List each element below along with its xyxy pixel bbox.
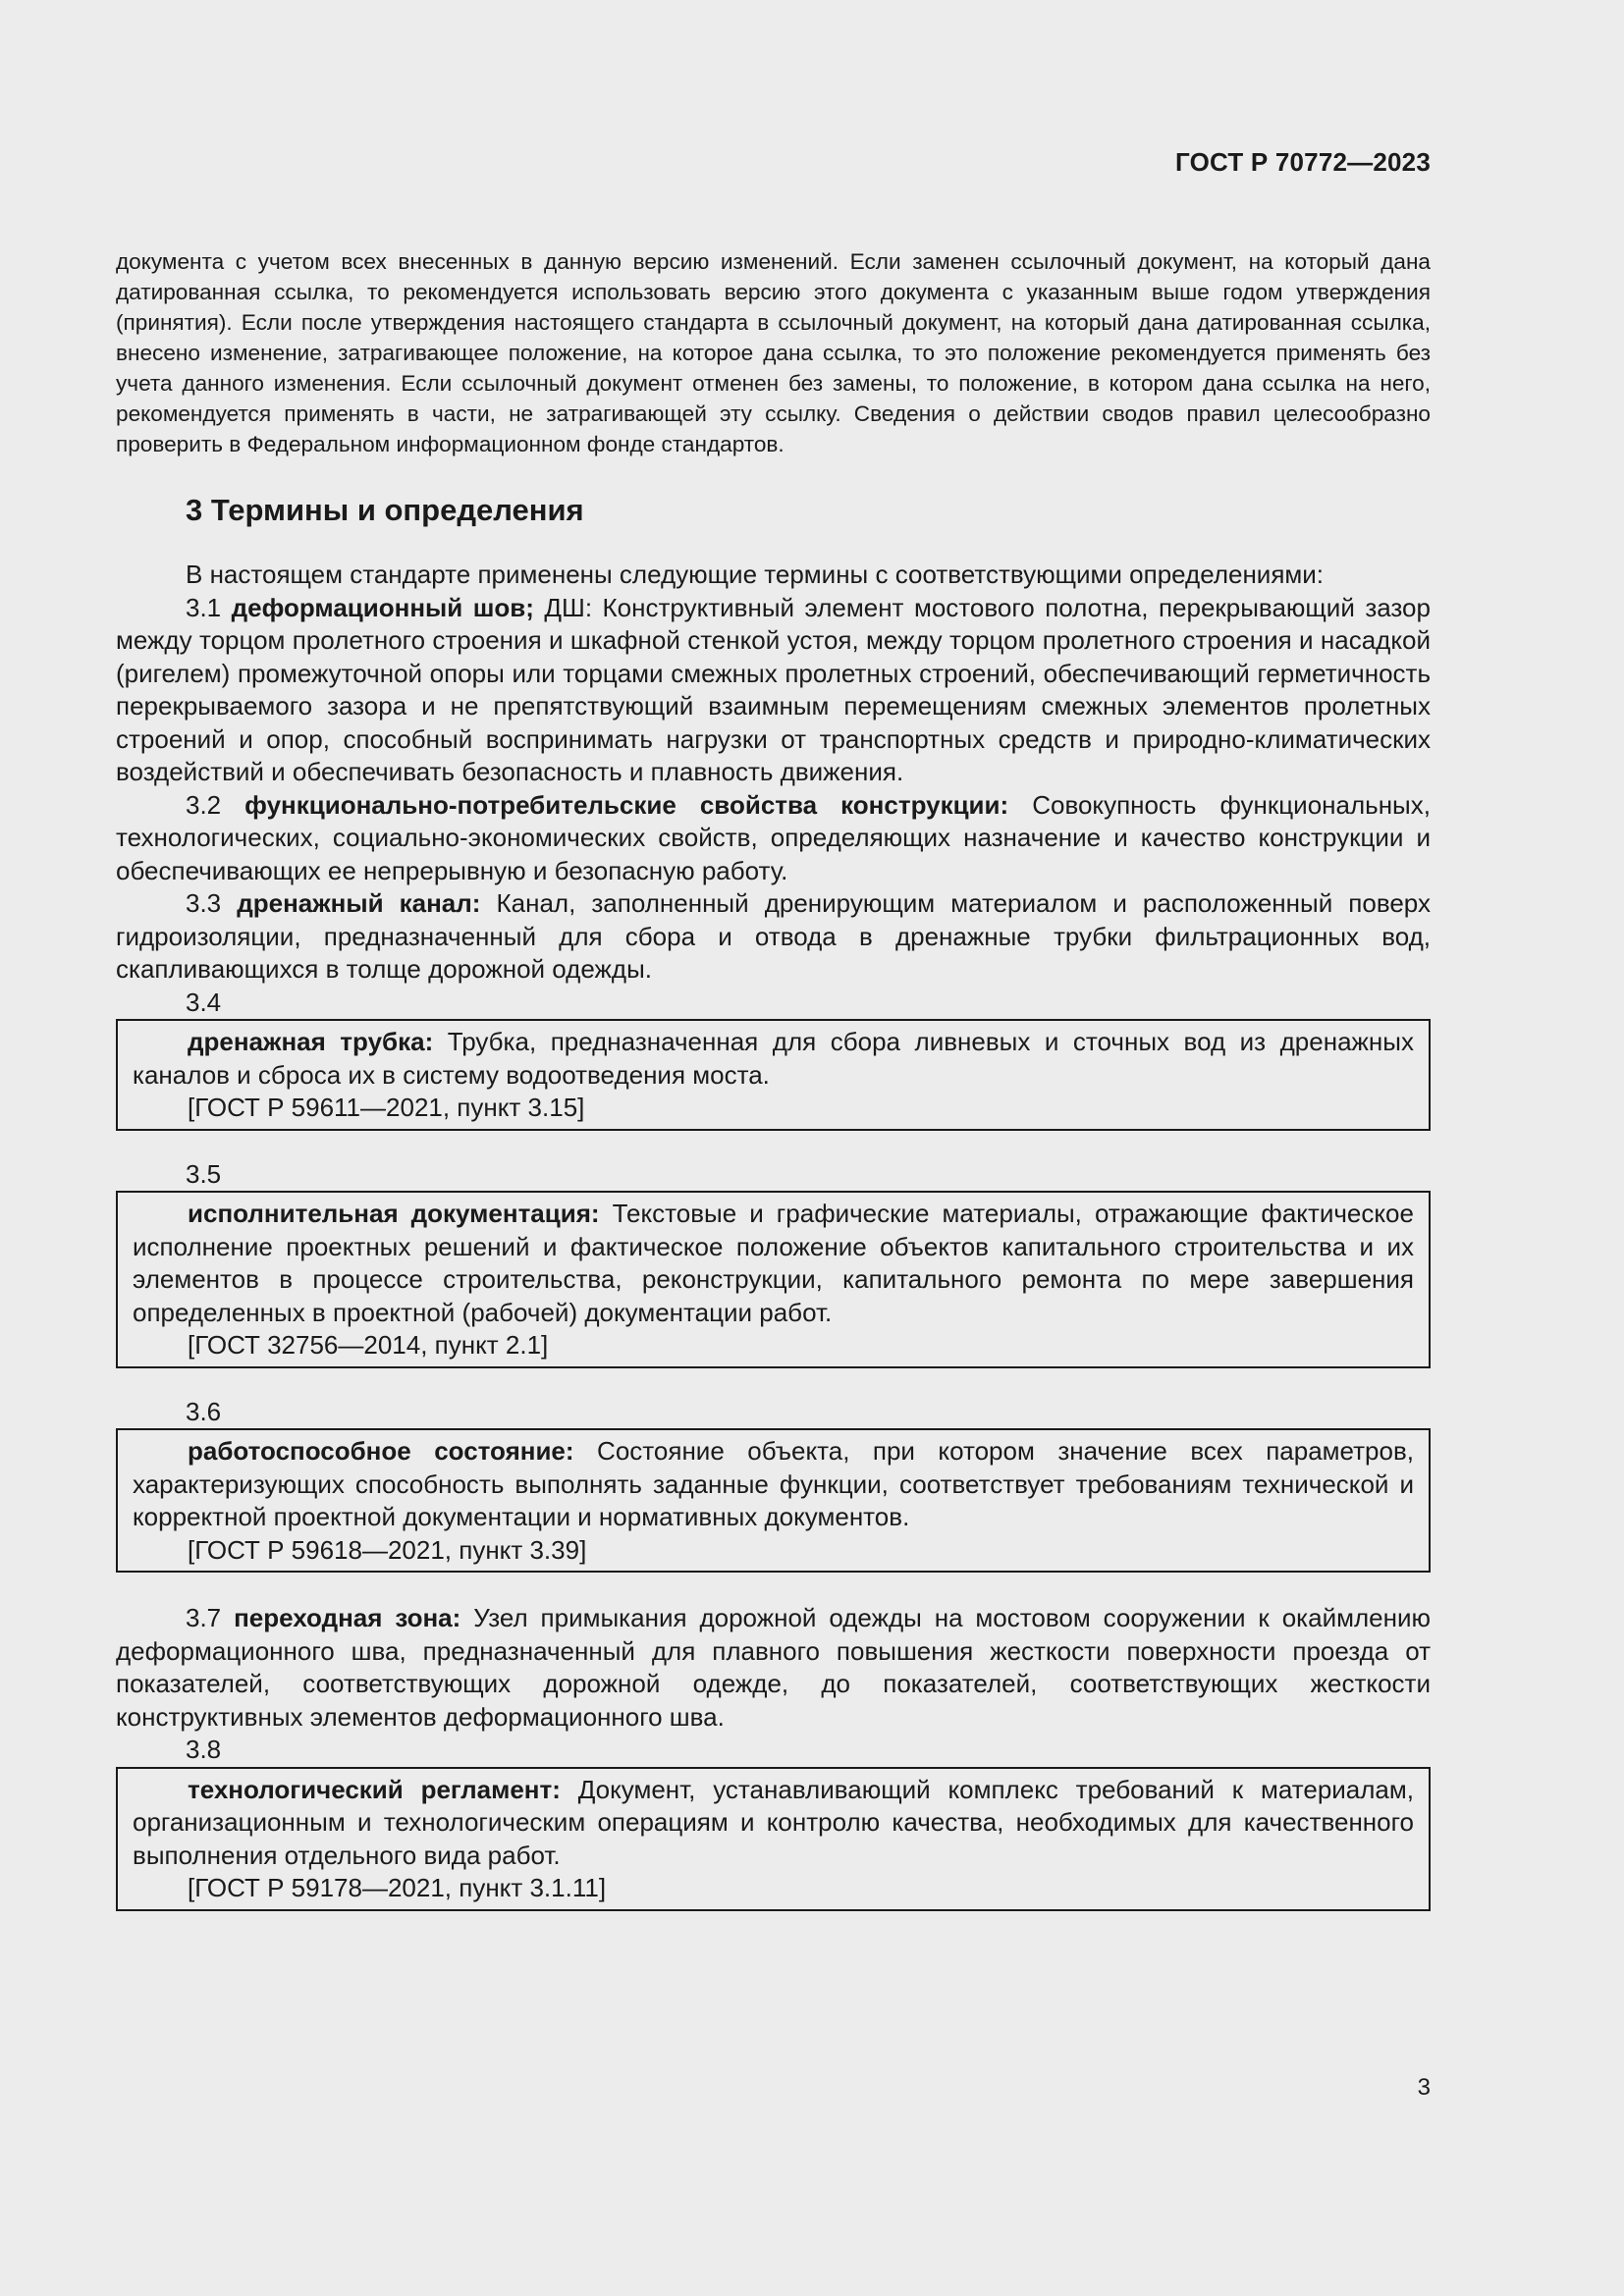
term-3-6-box <box>116 1428 1431 1573</box>
term-source: [ГОСТ Р 59178—2021, пункт 3.1.11] <box>188 1873 607 1902</box>
term-3-1 <box>116 592 1431 789</box>
term-definition: Узел примыкания дорожной одежды на мостовом сооружении к окаймлению деформационного шва, предназначенный для плавного повышения жесткости поверхности проезда от показателей, соответствующих дорожной одежде, до показателей, соответствующих жесткости конструктивных элементов деформационного шва. <box>116 1603 1431 1732</box>
term-name: дренажная трубка: <box>188 1027 434 1056</box>
term-name: функционально-потребительские свойства конструкции: <box>244 789 1009 820</box>
term-number: 3.7 <box>186 1603 222 1632</box>
intro-paragraph: документа с учетом всех внесенных в данную версию изменений. Если заменен ссылочный документ, на который дана датированная ссылка, то рекомендуется использовать версию этого документа с указанным выше годом утверждения (принятия). Если после утверждения настоящего стандарта в ссылочный документ, на который дана датированная ссылка, внесено изменение, затрагивающее положение, на которое дана ссылка, то это положение рекомендуется применять без учета данного изменения. Если ссылочный документ отменен без замены, то положение, в котором дана ссылка на него, рекомендуется применять в части, не затрагивающей эту ссылку. Сведения о действии сводов правил целесообразно проверить в Федеральном информационном фонде стандартов. <box>116 248 1431 456</box>
section-title: 3 Термины и определения <box>186 493 584 527</box>
term-definition: Документ, устанавливающий комплекс требований к материалам, организационным и технологическим операциям и контролю качества, необходимых для качественного выполнения отдельного вида работ. <box>133 1774 1414 1870</box>
term-name: исполнительная документация: <box>188 1199 600 1228</box>
term-name: деформационный шов; <box>231 592 534 622</box>
term-3-7 <box>116 1602 1431 1734</box>
term-definition: Текстовые и графические материалы, отражающие фактическое исполнение проектных решений и фактическое положение объектов капитального строительства и их элементов в процессе строительства, реконструкции, капитального ремонта по мере завершения определенных в проектной (рабочей) документации работ. <box>133 1199 1414 1327</box>
term-number: 3.3 <box>186 888 222 918</box>
term-3-5 <box>133 1198 1414 1329</box>
term-number: 3.6 <box>186 1396 222 1426</box>
term-3-4 <box>133 1026 1414 1092</box>
term-3-4-box <box>116 1019 1431 1131</box>
term-3-3 <box>116 887 1431 987</box>
term-number: 3.1 <box>186 592 222 622</box>
term-source: [ГОСТ 32756—2014, пункт 2.1] <box>188 1330 549 1360</box>
term-name: технологический регламент: <box>188 1774 561 1804</box>
section-lead: В настоящем стандарте применены следующие термины с соответствующими определениями: <box>186 560 1325 589</box>
term-definition: Состояние объекта, при котором значение всех параметров, характеризующих способность выполнять заданные функции, соответствует требованиям технической и корректной проектной документации и нормативных документов. <box>133 1436 1414 1531</box>
term-3-5-box <box>116 1191 1431 1368</box>
terms-section <box>116 486 1431 1911</box>
term-definition: Канал, заполненный дренирующим материалом и расположенный поверх гидроизоляции, предназначенный для сбора и отвода в дренажные трубки фильтрационных вод, скапливающихся в толще дорожной одежды. <box>116 888 1431 984</box>
term-3-8 <box>133 1774 1414 1873</box>
term-definition: Совокупность функциональных, технологических, социально-экономических свойств, определяющих назначение и качество конструкции и обеспечивающих ее непрерывную и безопасную работу. <box>116 789 1431 885</box>
term-number: 3.8 <box>186 1735 222 1764</box>
term-3-8-box <box>116 1767 1431 1911</box>
page-number: 3 <box>1417 2074 1431 2101</box>
term-source: [ГОСТ Р 59618—2021, пункт 3.39] <box>188 1534 587 1565</box>
term-number: 3.4 <box>186 987 222 1017</box>
term-definition: Трубка, предназначенная для сбора ливневых и сточных вод из дренажных каналов и сброса их в систему водоотведения моста. <box>133 1027 1414 1090</box>
term-definition: ДШ: Конструктивный элемент мостового полотна, перекрывающий зазор между торцом пролетного строения и шкафной стенкой устоя, между торцом пролетного строения и насадкой (ригелем) промежуточной опоры или торцами смежных пролетных строений, обеспечивающий герметичность перекрываемого зазора и не препятствующий взаимным перемещениям смежных элементов пролетных строений и опор, способный воспринимать нагрузки от транспортных средств и природно-климатических воздействий и обеспечивать безопасность и плавность движения. <box>116 592 1431 786</box>
document-header: ГОСТ Р 70772—2023 <box>1175 147 1431 177</box>
term-3-2 <box>116 789 1431 888</box>
term-name: переходная зона: <box>234 1603 461 1632</box>
term-name: работоспособное состояние: <box>188 1436 574 1466</box>
term-number: 3.2 <box>186 789 222 820</box>
document-page <box>116 0 1431 2296</box>
term-name: дренажный канал: <box>237 888 481 918</box>
term-source: [ГОСТ Р 59611—2021, пункт 3.15] <box>188 1093 585 1122</box>
term-number: 3.5 <box>186 1158 222 1189</box>
term-3-6 <box>133 1435 1414 1534</box>
